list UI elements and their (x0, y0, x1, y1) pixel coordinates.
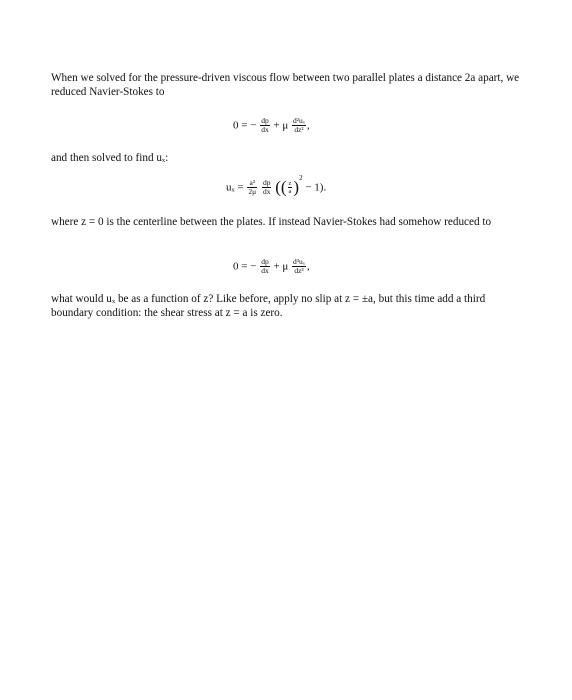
paragraph-intro: When we solved for the pressure-driven viscous flow between two parallel plates a distance 2a apart, we reduced Navier-Stokes to (51, 72, 520, 98)
fraction-dp-dx: $\frac{dp}{dx}$ (261, 116, 269, 134)
fraction-a2-2mu: $\frac{\text{a²}}{2\mu}$ (248, 177, 257, 196)
fraction-d3ux-dz3: $\frac{\text{d³uₓ}}{\text{dz³}}$ (293, 257, 305, 275)
paragraph-question: what would uₓ be as a function of z? Like before, apply no slip at z = ±a, but this time add a third boundary condition: the shear stress at z = a is zero. (51, 293, 486, 319)
equation-velocity-profile: uₓ = $\frac{\text{a²}}{2\mu}$ $\frac{dp}{dx}$ (( $\frac{z}{a}$ )$^2$ − 1). (226, 174, 327, 197)
paragraph-then-solved: and then solved to find uₓ: (51, 152, 169, 164)
fraction-z-a: $\frac{z}{a}$ (288, 179, 292, 195)
fraction-dp-dx: $\frac{dp}{dx}$ (261, 257, 269, 275)
fraction-dp-dx: $\frac{dp}{dx}$ (262, 177, 271, 196)
paragraph-where-z: where z = 0 is the centerline between the plates. If instead Navier-Stokes had somehow reduced to (51, 216, 492, 228)
fraction-d2ux-dz2: $\frac{\text{d²uₓ}}{\text{dz²}}$ (293, 116, 305, 134)
equation-navier-stokes-2nd-order: 0 = − $\frac{dp}{dx}$ + μ $\frac{\text{d²uₓ}}{\text{dz²}}$ , (233, 116, 310, 134)
equation-navier-stokes-3rd-order: 0 = − $\frac{dp}{dx}$ + μ $\frac{\text{d³uₓ}}{\text{dz³}}$ , (233, 257, 310, 275)
